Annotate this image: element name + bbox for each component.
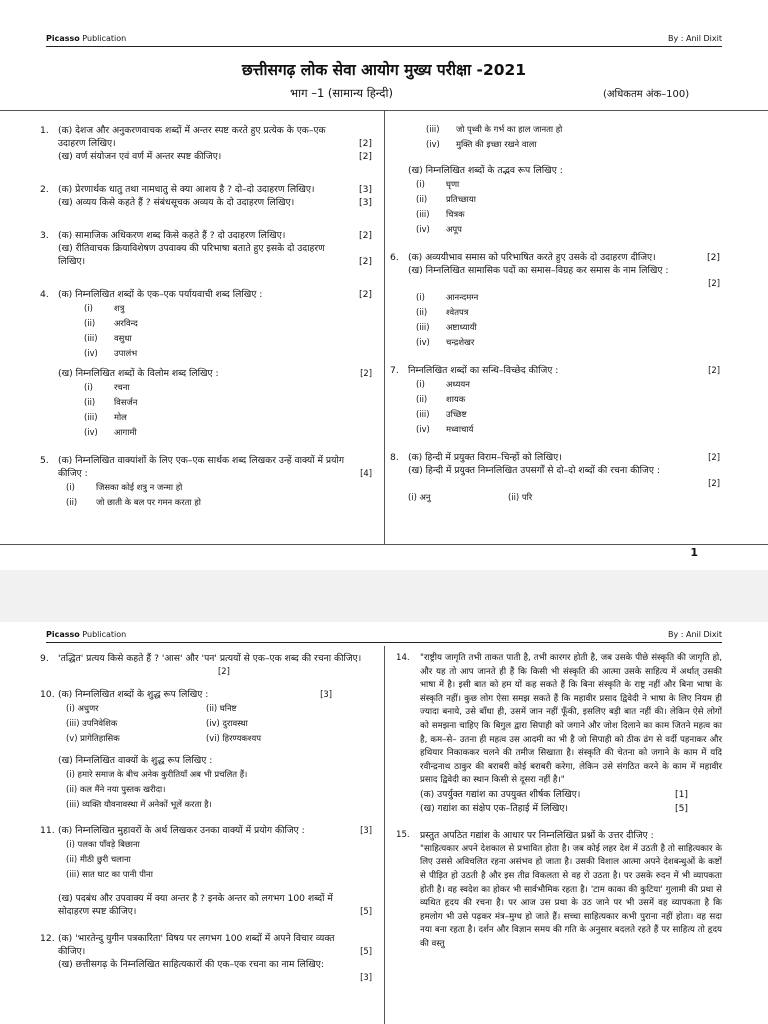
question-15: 15. प्रस्तुत अपठित गद्यांश के आधार पर निम्नलिखित प्रश्नों के उत्तर दीजिए : "साहित्यकार अपने देशकाल से प्रभावित होता है। जब कोई लहर देश में उठती है तो साहित्यकार के लिए उससे अविचलित रहना असंभव हो जाता है। उसकी विशाल आत्मा अपने देशबन्धुओं के कष्टों से पीड़ित हो उठती है और इस तीव्र विकलता से वह रो उठता है। पर उसके रुदन में भी व्यापकता होती है। वह स्वदेश का होकर भी सार्वभौमिक रहता है। 'टाम काका की कुटिया' गुलामी की प्रथा से व्यथित हृदय की रचना है। पर आज उस प्रथा के उठ जाने पर भी उसमें वह व्यापकता है कि हमलोग भी उसे पढ़कर मंत्र–मुग्ध हो जाते हैं। सच्चा साहित्यकार कभी पुराना नहीं होता। वह सदा नया बना रहता है। दर्शन और विज्ञान समय की गति के अनुसार बदलते रहते हैं पर साहित्य तो हृदय की वस्तु: [396, 829, 722, 951]
publisher: Picasso Publication: [46, 630, 127, 639]
max-marks: (अधिकतम अंक–100): [603, 89, 690, 100]
page-number: 1: [690, 546, 698, 559]
left-column: [40, 124, 372, 510]
q10a-list: [66, 701, 372, 746]
divider: [0, 544, 768, 545]
list-item: (ii) श्वेतपत्र: [416, 307, 469, 317]
list-item: (i) अध्ययन: [416, 379, 470, 389]
q6-list: [416, 290, 720, 350]
column-divider: [384, 110, 385, 544]
q5-continued-list: [426, 122, 720, 152]
question-5: 5. (क) निम्नलिखित वाक्यांशों के लिए एक–एक सार्थक शब्द लिखकर उन्हें वाक्यों में प्रयोग कीजिए : [4] (i) जिसका कोई शत्रु न जन्मा हो (ii) जो छाती के बल पर गमन करता हो: [40, 454, 372, 510]
list-item: (iv) चन्द्रशेखर: [416, 337, 475, 347]
question-10: 10. (क) निम्नलिखित शब्दों के शुद्ध रूप लिखिए : [3] (i) अधुणर (ii) घनिष्ट (iii) उपनिवेशिक (iv) दुरावस्था (v) प्रागेतिहासिक (vi) हिरण्यकश्यप (ख) निम्नलिखित वाक्यों के शुद्ध रूप लिखिए : (i) हमारे समाज के बीच अनेक कुरीतियाँ अब भी प्रचलित हैं। (ii) कल मैंने नया पुस्तक खरीदा। (iii) व्यक्ति यौवनावस्था में अनेकों भूलें करता है।: [40, 688, 372, 812]
column-divider: [384, 646, 385, 1024]
page-header: [46, 34, 722, 47]
q5-b: (ख) निम्नलिखित शब्दों के तद्भव रूप लिखिए : (i) घृणा (ii) प्रतिच्छाया (iii) चित्रक (iv) अपूप: [408, 164, 720, 237]
list-item: (iii) मोल: [84, 412, 127, 422]
question-4: 4. (क) निम्नलिखित शब्दों के एक–एक पर्यायवाची शब्द लिखिए : [2] (i) शत्रु (ii) अरविन्द (iii) वसुधा (iv) उपालंभ (ख) निम्नलिखित शब्दों के विलोम शब्द लिखिए : [2] (i) रचना (ii) विसर्जन (iii) मोल (iv) आगामी: [40, 288, 372, 440]
list-item: (iv) आगामी: [84, 427, 137, 437]
q7-list: [416, 377, 720, 437]
question-12: 12. (क) 'भारतेन्दु युगीन पत्रकारिता' विषय पर लगभग 100 शब्दों में अपने विचार व्यक्त कीजिए। [5] (ख) छत्तीसगढ़ के निम्नलिखित साहित्यकारों की एक–एक रचना का नाम लिखिए: [3]: [40, 933, 372, 982]
question-3: 3. (क) सामाजिक अधिकरण शब्द किसे कहते हैं ? दो उदाहरण लिखिए। [2] (ख) रीतिवाचक क्रियाविशेषण उपवाक्य की परिभाषा बताते हुए इसके दो उदाहरण लिखिए। [2]: [40, 230, 372, 267]
question-8: 8. (क) हिन्दी में प्रयुक्त विराम–चिन्हों को लिखिए। [2] (ख) हिन्दी में प्रयुक्त निम्नलिखित उपसर्गों से दो–दो शब्दों की रचना कीजिए : [2] (i) अनु (ii) परि: [390, 451, 720, 505]
list-item: (i) अनु: [408, 492, 431, 502]
list-item: (iv) अपूप: [416, 224, 462, 234]
subtitle: भाग –1 (सामान्य हिन्दी): [290, 86, 393, 100]
list-item: (i) शत्रु: [84, 303, 125, 313]
left-column: [40, 652, 372, 984]
list-row: (iii) उपनिवेशिक (iv) दुरावस्था: [66, 718, 248, 728]
right-column: [390, 122, 720, 505]
page-header: [46, 630, 722, 643]
page-title: छत्तीसगढ़ लोक सेवा आयोग मुख्य परीक्षा -2021: [241, 61, 527, 79]
list-item: (iii) उच्छिष्ट: [416, 409, 467, 419]
list-item: (ii) शायक: [416, 394, 466, 404]
list-item: (ii) परि: [508, 492, 533, 502]
q8-list: [408, 490, 720, 505]
question-14: 14. "राष्ट्रीय जागृति तभी ताकत पाती है, तभी कारगर होती है, जब उसके पीछे संस्कृति की जागृति हो, और यह तो आप जानते ही हैं कि किसी भी संस्कृति की आत्मा उसके साहित्य में अर्थात् उसकी भाषा में है। इसी बात को हम यों कह सकते हैं कि बिना संस्कृति के राष्ट्र नहीं और बिना भाषा के संस्कृति नहीं। कुछ लोग ऐसा समझ सकते हैं कि महावीर प्रसाद द्विवेदी ने भाषा के लिए नियम ही ज्यादा बनाये, उसे बाँधा ही, उसमें जान नहीं फूँकी, इसलिए बड़ी बात नहीं की। लेकिन ऐसे लोगों को समझना चाहिए कि बिगुल द्वारा सिपाही को जगाने और जोश दिलाने का काम जितने महत्व का है, कम–से– उतना ही महत्व उस आदमी का भी है जो सिपाही को ठीक ढंग से वर्दी पहनाकर और हथियार निकाककर चलने की तमीज सिखाता है। संस्कृति की चेतना को जगाने के काम में यदि रवीन्द्रनाथ ठाकुर की बराबरी कोई बराबरी करेगा, लेकिन उसे संगठित करने के काम में महावीर प्रसाद द्विवेदी का स्थान किसी से दूसरा नहीं है।" (क) उपर्युक्त गद्यांश का उपयुक्त शीर्षक लिखिए। [1] (ख) गद्यांश का संक्षेप एक–तिहाई में लिखिए। [5]: [396, 653, 722, 814]
list-item: (i) रचना: [84, 382, 130, 392]
list-item: (ii) मीठी छुरी चलाना: [66, 854, 131, 864]
list-item: (ii) प्रतिच्छाया: [416, 194, 476, 204]
question-2: 2. (क) प्रेरणार्थक धातु तथा नामधातु से क्या आशय है ? दो–दो उदाहरण लिखिए। [3] (ख) अव्यय किसे कहते हैं ? संबंधसूचक अव्यय के दो उदाहरण लिखिए। [3]: [40, 184, 372, 208]
list-item: (i) पलका पाँवड़े बिछाना: [66, 839, 140, 849]
list-row: (v) प्रागेतिहासिक (vi) हिरण्यकश्यप: [66, 733, 261, 743]
list-item: (ii) विसर्जन: [84, 397, 138, 407]
list-item: (iii) जो पृथ्वी के गर्भ का हाल जानता हो: [426, 124, 563, 134]
author: By : Anil Dixit: [667, 630, 722, 639]
q11-list: [66, 837, 372, 882]
list-item: (ii) कल मैंने नया पुस्तक खरीदा।: [66, 784, 166, 794]
question-1: 1. (क) देशज और अनुकरणवाचक शब्दों में अन्तर स्पष्ट करते हुए प्रत्येक के एक–एक उदाहरण लिखिए। [2] (ख) वर्ण संयोजन एवं वर्ण में अन्तर स्पष्ट कीजिए। [2]: [40, 125, 372, 162]
q4a-list: [84, 301, 372, 361]
list-item: (iv) मध्वाचार्य: [416, 424, 474, 434]
list-item: (iv) उपालंभ: [84, 348, 138, 358]
list-row: (i) अधुणर (ii) घनिष्ट: [66, 703, 237, 713]
list-item: (ii) अरविन्द: [84, 318, 138, 328]
q5b-list: [416, 177, 720, 237]
list-item: (iii) अष्टाध्यायी: [416, 322, 477, 332]
q4b-list: [84, 380, 372, 440]
list-item: (iii) सात घाट का पानी पीना: [66, 869, 153, 879]
question-9: 9. 'तद्धित' प्रत्यय किसे कहते हैं ? 'आस' और 'पन' प्रत्ययों से एक–एक शब्द की रचना कीजिए। [2]: [40, 653, 362, 676]
author: By : Anil Dixit: [667, 34, 722, 43]
list-item: (i) आनन्दमग्न: [416, 292, 479, 302]
right-column: [396, 652, 722, 951]
question-11: 11. (क) निम्नलिखित मुहावरों के अर्थ लिखकर उनका वाक्यों में प्रयोग कीजिए : [3] (i) पलका पाँवड़े बिछाना (ii) मीठी छुरी चलाना (iii) सात घाट का पानी पीना (ख) पदबंध और उपवाक्य में क्या अन्तर है ? इनके अन्तर को लगभग 100 शब्दों में सोदाहरण स्पष्ट कीजिए। [5]: [40, 825, 372, 917]
list-item: (i) घृणा: [416, 179, 460, 189]
question-6: 6. (क) अव्ययीभाव समास को परिभाषित करते हुए उसके दो उदाहरण दीजिए। [2] (ख) निम्नलिखित सामासिक पदों का समास–विग्रह कर समास के नाम लिखिए : [2] (i) आनन्दमग्न (ii) श्वेतपत्र (iii) अष्टाध्यायी (iv) चन्द्रशेखर: [390, 251, 720, 350]
list-item: (iii) चित्रक: [416, 209, 465, 219]
list-item: (i) हमारे समाज के बीच अनेक कुरीतियाँ अब भी प्रचलित हैं।: [66, 769, 248, 779]
list-item: (iii) व्यक्ति यौवनावस्था में अनेकों भूलें करता है।: [66, 799, 212, 809]
q10b-list: [66, 767, 372, 812]
q5-list: [66, 480, 372, 510]
publisher: Picasso Publication: [46, 34, 127, 43]
list-item: (iv) मुक्ति की इच्छा रखने वाला: [426, 139, 537, 149]
list-item: (ii) जो छाती के बल पर गमन करता हो: [66, 497, 201, 507]
page-2: [0, 622, 768, 1024]
passage: "साहित्यकार अपने देशकाल से प्रभावित होता है। जब कोई लहर देश में उठती है तो साहित्यकार के लिए उससे अविचलित रहना असंभव हो जाता है। उसकी विशाल आत्मा अपने देशबन्धुओं के कष्टों से पीड़ित हो उठती है और इस तीव्र विकलता से वह रो उठता है। पर उसके रुदन में भी व्यापकता होती है। वह स्वदेश का होकर भी सार्वभौमिक रहता है। 'टाम काका की कुटिया' गुलामी की प्रथा से व्यथित हृदय की रचना है। पर आज उस प्रथा के उठ जाने पर भी उसमें वह व्यापकता है कि हमलोग भी उसे पढ़कर मंत्र–मुग्ध हो जाते हैं। सच्चा साहित्यकार कभी पुराना नहीं होता। वह सदा नया बना रहता है। दर्शन और विज्ञान समय की गति के अनुसार बदलते रहते हैं पर साहित्य तो हृदय की वस्तु: [420, 843, 722, 949]
page-gap: [0, 570, 768, 622]
passage: "राष्ट्रीय जागृति तभी ताकत पाती है, तभी कारगर होती है, जब उसके पीछे संस्कृति की जागृति हो, और यह तो आप जानते ही हैं कि किसी भी संस्कृति की आत्मा उसके साहित्य में अर्थात् उसकी भाषा में है। इसी बात को हम यों कह सकते हैं कि बिना संस्कृति के राष्ट्र नहीं और बिना भाषा के संस्कृति नहीं। कुछ लोग ऐसा समझ सकते हैं कि महावीर प्रसाद द्विवेदी ने भाषा के लिए नियम ही ज्यादा बनाये, उसे बाँधा ही, उसमें जान नहीं फूँकी, इसलिए बड़ी बात नहीं की। लेकिन ऐसे लोगों को समझना चाहिए कि बिगुल द्वारा सिपाही को जगाने और जोश दिलाने का काम जितने महत्व का है, कम–से– उतना ही महत्व उस आदमी का भी है जो सिपाही को ठीक ढंग से वर्दी पहनाकर और हथियार निकाककर चलने की तमीज सिखाता है। संस्कृति की चेतना को जगाने के काम में यदि रवीन्द्रनाथ ठाकुर की बराबरी कोई बराबरी करेगा, लेकिन उसे संगठित करने के काम में महावीर प्रसाद द्विवेदी का स्थान किसी से दूसरा नहीं है।": [420, 653, 722, 786]
list-item: (i) जिसका कोई शत्रु न जन्मा हो: [66, 482, 183, 492]
list-item: (iii) वसुधा: [84, 333, 132, 343]
question-7: 7. निम्नलिखित शब्दों का सन्धि–विच्छेद कीजिए : [2] (i) अध्ययन (ii) शायक (iii) उच्छिष्ट (iv) मध्वाचार्य: [390, 364, 720, 437]
